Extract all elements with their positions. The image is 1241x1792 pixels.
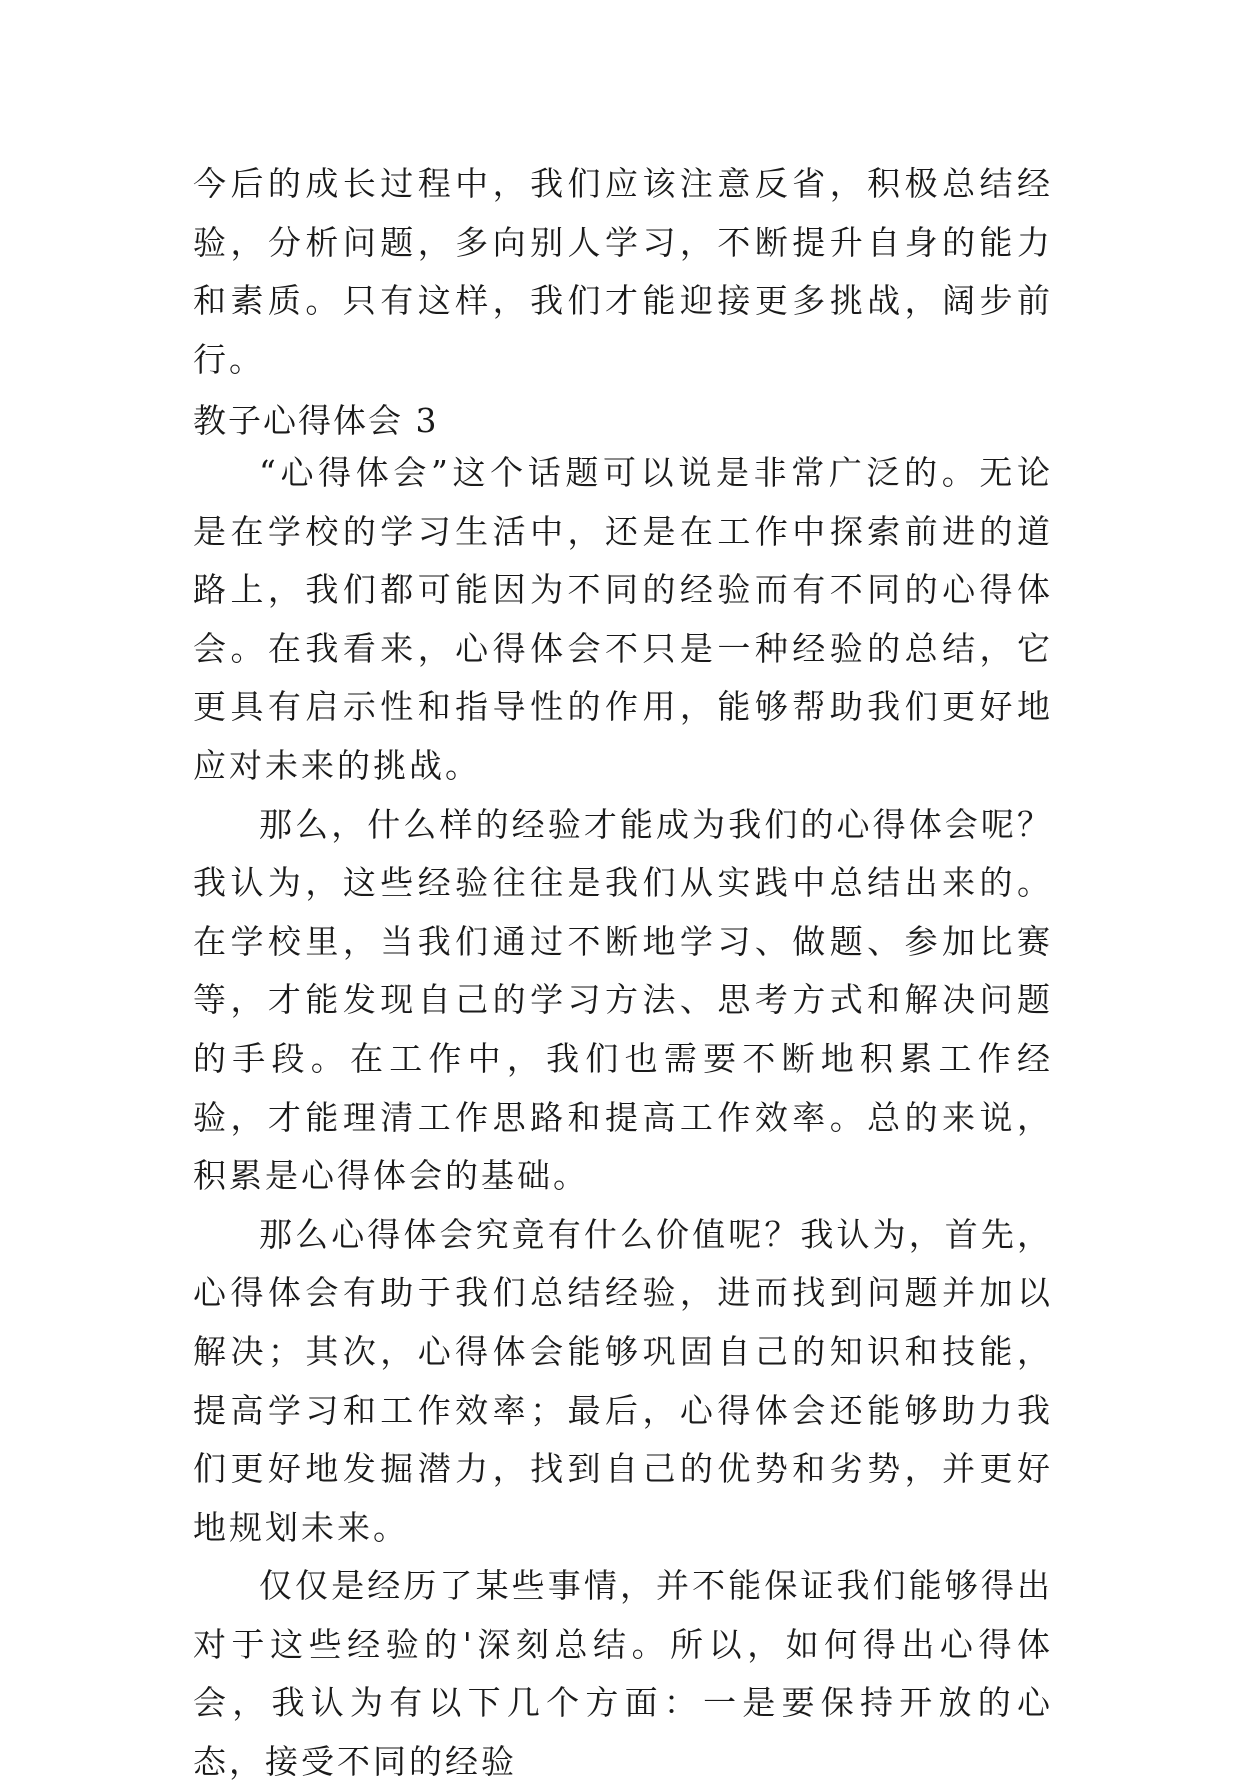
section-title: 教子心得体会 3 <box>193 401 439 440</box>
paragraph: “心得体会”这个话题可以说是非常广泛的。无论是在学校的学习生活中，还是在工作中探索前进的道路上，我们都可能因为不同的经验而有不同的心得体会。在我看来，心得体会不只是一种经验的总结，它更具有启示性和指导性的作用，能够帮助我们更好地应对未来的挑战。 <box>193 453 1053 785</box>
paragraph: 仅仅是经历了某些事情，并不能保证我们能够得出对于这些经验的'深刻总结。所以，如何得出心得体会，我认为有以下几个方面：一是要保持开放的心态，接受不同的经验 <box>193 1566 1053 1782</box>
paragraph: 那么心得体会究竟有什么价值呢？我认为，首先，心得体会有助于我们总结经验，进而找到问题并加以解决；其次，心得体会能够巩固自己的知识和技能，提高学习和工作效率；最后，心得体会还能够助力我们更好地发掘潜力，找到自己的优势和劣势，并更好地规划未来。 <box>193 1214 1053 1547</box>
continuation-paragraph: 今后的成长过程中，我们应该注意反省，积极总结经验，分析问题，多向别人学习，不断提升自身的能力和素质。只有这样，我们才能迎接更多挑战，阔步前行。 <box>193 164 1053 379</box>
paragraph: 那么，什么样的经验才能成为我们的心得体会呢？我认为，这些经验往往是我们从实践中总结出来的。在学校里，当我们通过不断地学习、做题、参加比赛等，才能发现自己的学习方法、思考方式和解决问题的手段。在工作中，我们也需要不断地积累工作经验，才能理清工作思路和提高工作效率。总的来说，积累是心得体会的基础。 <box>193 804 1053 1196</box>
body-text <box>193 444 1053 1792</box>
